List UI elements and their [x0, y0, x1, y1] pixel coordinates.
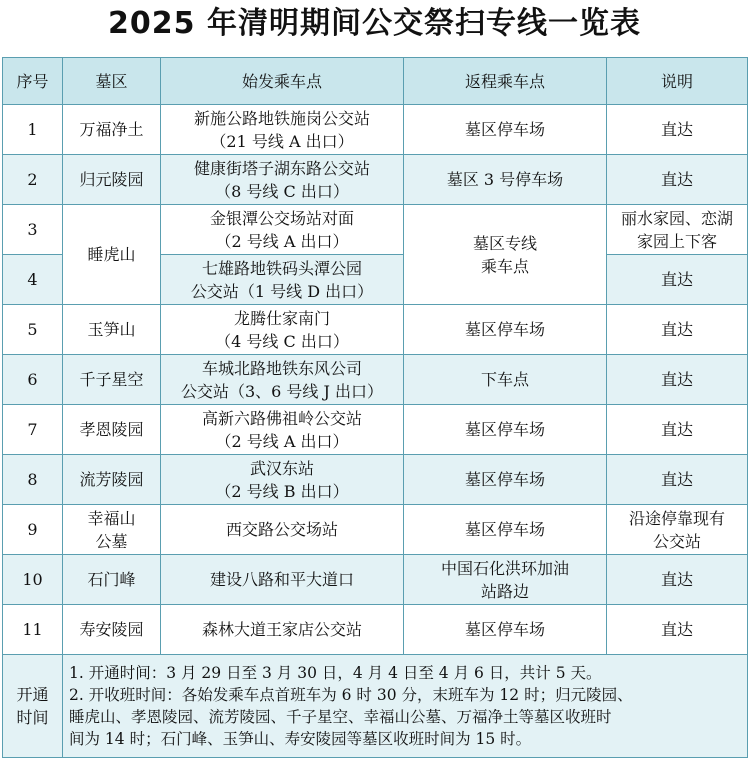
start-point-line: 车城北路地铁东风公司	[201, 358, 362, 378]
start-point-line: 森林大道王家店公交站	[201, 620, 362, 639]
header-no: 序号	[3, 58, 63, 105]
row-number: 5	[3, 305, 63, 355]
row-number: 2	[3, 155, 63, 205]
note-line: 直达	[660, 470, 693, 489]
cemetery-name: 万福净土	[63, 105, 161, 155]
return-point	[404, 355, 607, 405]
start-point-line: 武汉东站	[249, 458, 314, 478]
return-point	[404, 405, 607, 455]
row-number: 9	[3, 505, 63, 555]
start-point	[161, 105, 404, 155]
note	[607, 405, 748, 455]
start-point	[161, 305, 404, 355]
note-line: 直达	[660, 370, 693, 389]
footer-row	[3, 655, 748, 758]
note	[607, 355, 748, 405]
cemetery-name: 流芳陵园	[63, 455, 161, 505]
note-line: 直达	[660, 170, 693, 189]
note	[607, 205, 748, 255]
start-point	[161, 355, 404, 405]
note-line: 直达	[660, 120, 693, 139]
return-point-line: 墓区 3 号停车场	[446, 170, 564, 189]
table-row	[3, 455, 748, 505]
start-point-line: （4 号线 C 出口）	[215, 331, 349, 351]
note-line: 直达	[660, 270, 693, 289]
table-row	[3, 305, 748, 355]
cemetery-name: 寿安陵园	[63, 605, 161, 655]
row-number: 3	[3, 205, 63, 255]
row-number: 4	[3, 255, 63, 305]
footer-label: 开通 时间	[3, 655, 63, 758]
footer-notes	[63, 655, 748, 758]
start-point-line: 金银潭公交场站对面	[209, 208, 354, 228]
note-line: 公交站	[652, 531, 701, 551]
note	[607, 555, 748, 605]
header-return: 返程乘车点	[404, 58, 607, 105]
start-point	[161, 455, 404, 505]
table-row	[3, 155, 748, 205]
start-point-line: 高新六路佛祖岭公交站	[201, 408, 362, 428]
return-point	[404, 105, 607, 155]
return-point-line: 墓区停车场	[464, 520, 545, 539]
return-point-line: 乘车点	[480, 256, 529, 276]
start-point	[161, 255, 404, 305]
cemetery-name: 归元陵园	[63, 155, 161, 205]
note	[607, 105, 748, 155]
return-point-line: 墓区停车场	[464, 420, 545, 439]
return-point	[404, 505, 607, 555]
return-point	[404, 455, 607, 505]
table-row	[3, 205, 748, 255]
note	[607, 605, 748, 655]
start-point	[161, 155, 404, 205]
start-point	[161, 205, 404, 255]
start-point-line: 公交站（1 号线 D 出口）	[190, 281, 374, 301]
note	[607, 255, 748, 305]
note-line: 直达	[660, 320, 693, 339]
note-line: 丽水家园、恋湖	[620, 208, 733, 228]
header-cemetery: 墓区	[63, 58, 161, 105]
note-line: 沿途停靠现有	[628, 508, 725, 528]
header-note: 说明	[607, 58, 748, 105]
return-point-line: 中国石化洪环加油	[440, 558, 569, 578]
note-line: 直达	[660, 420, 693, 439]
row-number: 10	[3, 555, 63, 605]
return-point-line: 墓区专线	[472, 233, 537, 253]
return-point	[404, 305, 607, 355]
schedule-table	[2, 57, 748, 758]
return-point	[404, 155, 607, 205]
cemetery-name: 石门峰	[63, 555, 161, 605]
table-row	[3, 355, 748, 405]
start-point-line: （8 号线 C 出口）	[215, 181, 349, 201]
start-point-line: 西交路公交场站	[225, 520, 338, 539]
row-number: 11	[3, 605, 63, 655]
footer-notes-line: 1. 开通时间：3 月 29 日至 3 月 30 日，4 月 4 日至 4 月 6 日，共计 5 天。	[69, 664, 602, 682]
start-point-line: （21 号线 A 出口）	[210, 131, 354, 151]
cemetery-name: 睡虎山	[63, 205, 161, 305]
row-number: 7	[3, 405, 63, 455]
header-row	[3, 58, 748, 105]
note-line: 家园上下客	[636, 231, 717, 251]
start-point-line: 公交站（3、6 号线 J 出口）	[180, 381, 384, 401]
row-number: 8	[3, 455, 63, 505]
cemetery-name: 千子星空	[63, 355, 161, 405]
table-row	[3, 555, 748, 605]
return-point-line: 墓区停车场	[464, 620, 545, 639]
start-point	[161, 405, 404, 455]
cemetery-name: 孝恩陵园	[63, 405, 161, 455]
row-number: 6	[3, 355, 63, 405]
start-point-line: （2 号线 A 出口）	[215, 231, 349, 251]
start-point	[161, 555, 404, 605]
start-point	[161, 605, 404, 655]
note-line: 直达	[660, 570, 693, 589]
table-row	[3, 605, 748, 655]
cemetery-name: 幸福山 公墓	[63, 505, 161, 555]
return-point-line: 墓区停车场	[464, 320, 545, 339]
header-start: 始发乘车点	[161, 58, 404, 105]
table-row	[3, 405, 748, 455]
start-point	[161, 505, 404, 555]
footer-notes-line: 2. 开收班时间：各始发乘车点首班车为 6 时 30 分，末班车为 12 时；归元陵园、	[69, 686, 633, 704]
return-point-line: 墓区停车场	[464, 120, 545, 139]
note-line: 直达	[660, 620, 693, 639]
page-title: 2025 年清明期间公交祭扫专线一览表	[108, 6, 641, 41]
note	[607, 505, 748, 555]
note	[607, 455, 748, 505]
start-point-line: （2 号线 B 出口）	[215, 481, 349, 501]
start-point-line: （2 号线 A 出口）	[215, 431, 349, 451]
return-point-line: 墓区停车场	[464, 470, 545, 489]
return-point	[404, 205, 607, 305]
start-point-line: 健康街塔子湖东路公交站	[193, 158, 370, 178]
start-point-line: 建设八路和平大道口	[209, 570, 354, 589]
footer-notes-line: 间为 14 时；石门峰、玉笋山、寿安陵园等墓区收班时间为 15 时。	[69, 730, 532, 748]
return-point-line: 下车点	[480, 370, 529, 389]
note	[607, 155, 748, 205]
table-row	[3, 105, 748, 155]
start-point-line: 七雄路地铁码头潭公园	[201, 258, 362, 278]
return-point-line: 站路边	[480, 581, 529, 601]
table-row	[3, 505, 748, 555]
note	[607, 305, 748, 355]
start-point-line: 新施公路地铁施岗公交站	[193, 108, 370, 128]
return-point	[404, 605, 607, 655]
cemetery-name: 玉笋山	[63, 305, 161, 355]
footer-notes-line: 睡虎山、孝恩陵园、流芳陵园、千子星空、幸福山公墓、万福净土等墓区收班时	[69, 708, 612, 726]
return-point	[404, 555, 607, 605]
row-number: 1	[3, 105, 63, 155]
start-point-line: 龙腾仕家南门	[233, 308, 330, 328]
